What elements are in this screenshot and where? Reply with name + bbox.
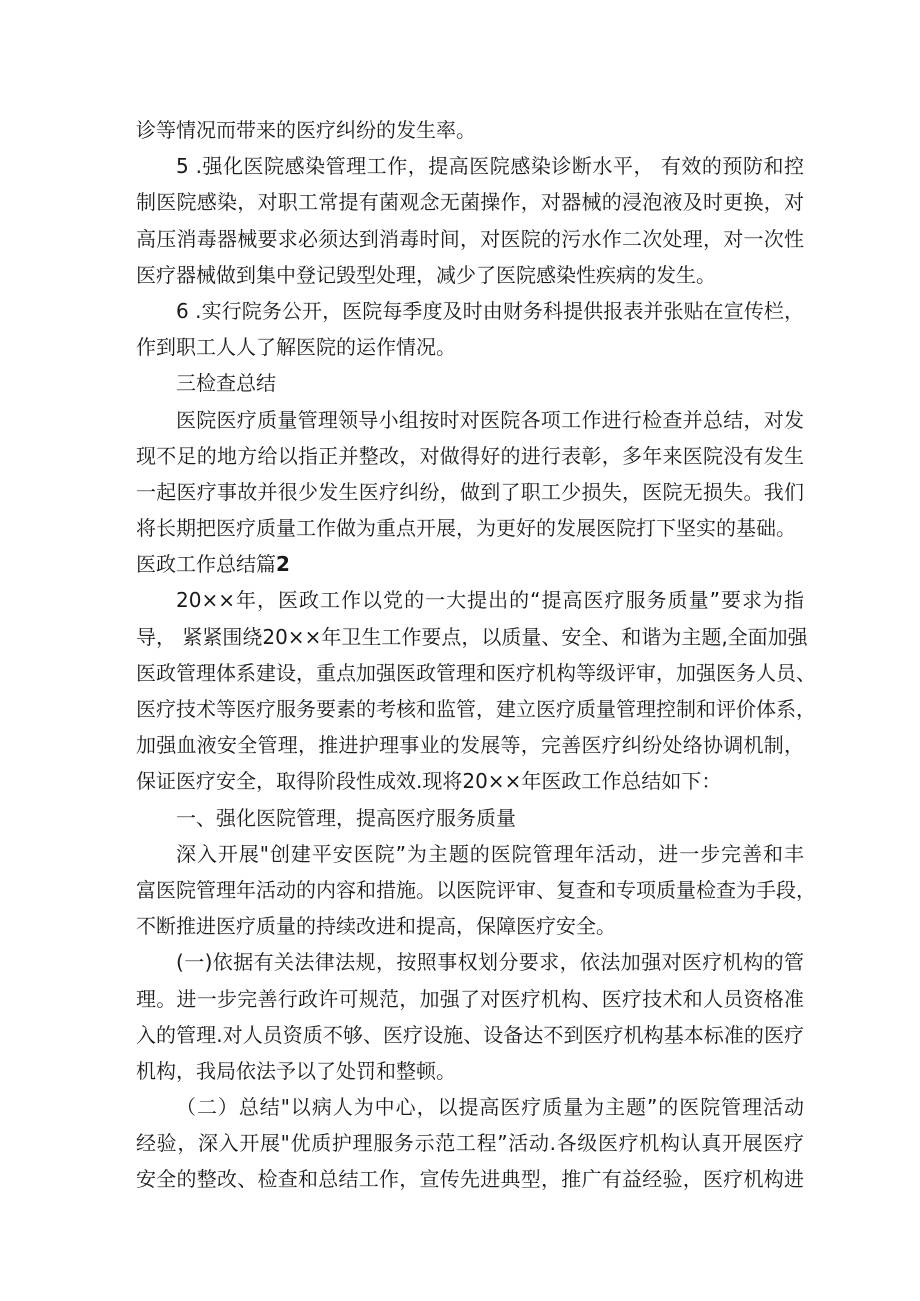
text-line: 医政管理体系建设，重点加强医政管理和医疗机构等级评审，加强医务人员、 bbox=[136, 660, 816, 685]
text-line: 不断推进医疗质量的持续改进和提高，保障医疗安全。 bbox=[136, 914, 616, 939]
text-line: 将长期把医疗质量工作做为重点开展，为更好的发展医院打下坚实的基础。 bbox=[136, 516, 796, 541]
text-line: 理。进一步完善行政许可规范，加强了对医疗机构、医疗技术和人员资格准 bbox=[136, 986, 804, 1011]
text-line: 经验，深入开展"优质护理服务示范工程”活动.各级医疗机构认真开展医疗 bbox=[136, 1131, 804, 1156]
article-number: 2 bbox=[276, 552, 290, 577]
text-line: 医院医疗质量管理领导小组按时对医院各项工作进行检查并总结，对发 bbox=[176, 407, 804, 432]
text-line: 安全的整改、检查和总结工作，宣传先进典型，推广有益经验，医疗机构进 bbox=[136, 1167, 804, 1192]
document-body bbox=[136, 112, 816, 1198]
text-line: 医疗技术等医疗服务要素的考核和监管，建立医疗质量管理控制和评价体系， bbox=[136, 697, 816, 721]
text-line: 入的管理.对人员资质不够、医疗设施、设备达不到医疗机构基本标准的医疗 bbox=[136, 1022, 804, 1047]
text-line: 制医院感染，对职工常提有菌观念无菌操作，对器械的浸泡液及时更换，对 bbox=[136, 190, 804, 215]
text-line: 5 .强化医院感染管理工作，提高医院感染诊断水平， 有效的预防和控 bbox=[176, 154, 804, 179]
text-line: 高压消毒器械要求必须达到消毒时间，对医院的污水作二次处理，对一次性 bbox=[136, 226, 804, 251]
text-line: 6 .实行院务公开，医院每季度及时由财务科提供报表并张贴在宣传栏， bbox=[176, 298, 804, 323]
text-line: 现不足的地方给以指正并整改，对做得好的进行表彰，多年来医院没有发生 bbox=[136, 443, 804, 468]
text-line: （二）总结"以病人为中心，以提高医疗质量为主题”的医院管理活动 bbox=[176, 1095, 804, 1120]
text-line: (一)依据有关法律法规，按照事权划分要求，依法加强对医疗机构的管 bbox=[176, 950, 804, 975]
text-line: 加强血液安全管理，推进护理事业的发展等，完善医疗纠纷处络协调机制， bbox=[136, 733, 804, 758]
text-line: 富医院管理年活动的内容和措施。以医院评审、复查和专项质量检查为手段， bbox=[136, 877, 816, 902]
text-line: 诊等情况而带来的医疗纠纷的发生率。 bbox=[136, 118, 476, 142]
text-line: 保证医疗安全，取得阶段性成效.现将20××年医政工作总结如下： bbox=[136, 769, 722, 794]
text-line: 机构，我局依法予以了处罚和整顿。 bbox=[136, 1058, 456, 1083]
text-line: 20××年，医政工作以党的一大提出的“提高医疗服务质量”要求为指 bbox=[176, 588, 804, 613]
article-title bbox=[136, 546, 804, 582]
text-line: 作到职工人人了解医院的运作情况。 bbox=[136, 335, 456, 360]
text-line: 导， 紧紧围绕20××年卫生工作要点，以质量、安全、和谐为主题,全面加强 bbox=[136, 624, 808, 649]
article-title-text: 医政工作总结篇 bbox=[136, 552, 276, 577]
section-heading: 一、强化医院管理，提高医疗服务质量 bbox=[176, 805, 516, 830]
text-line: 一起医疗事故并很少发生医疗纠纷，做到了职工少损失，医院无损失。我们 bbox=[136, 479, 804, 504]
section-heading: 三检查总结 bbox=[176, 371, 276, 396]
text-line: 医疗器械做到集中登记毁型处理，减少了医院感染性疾病的发生。 bbox=[136, 262, 716, 287]
text-line: 深入开展"创建平安医院”为主题的医院管理年活动，进一步完善和丰 bbox=[176, 841, 804, 866]
